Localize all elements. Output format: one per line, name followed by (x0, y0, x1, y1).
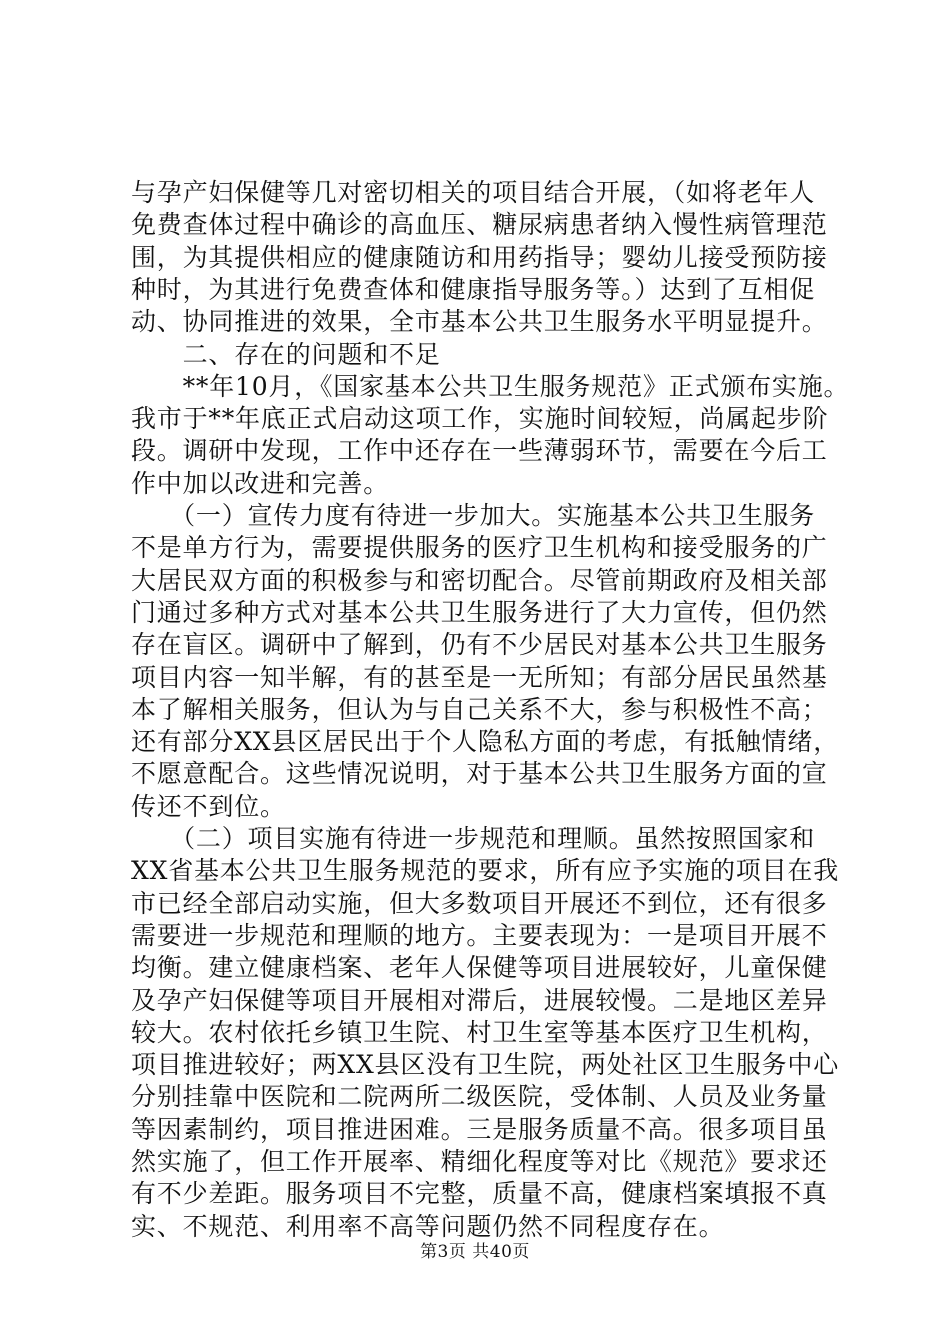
text-line: 有不少差距。服务项目不完整，质量不高，健康档案填报不真 (131, 1179, 828, 1209)
text-line: 围，为其提供相应的健康随访和用药指导；婴幼儿接受预防接 (131, 242, 828, 272)
text-line: 项目推进较好；两XX县区没有卫生院，两处社区卫生服务中心 (131, 1050, 839, 1080)
text-line: 然实施了，但工作开展率、精细化程度等对比《规范》要求还 (131, 1147, 828, 1176)
text-line: 免费查体过程中确诊的高血压、糖尿病患者纳入慢性病管理范 (131, 210, 828, 240)
text-line: **年10月，《国家基本公共卫生服务规范》正式颁布实施。 (131, 371, 850, 401)
text-line: 不愿意配合。这些情况说明，对于基本公共卫生服务方面的宣 (131, 759, 828, 789)
text-line: 市已经全部启动实施，但大多数项目开展还不到位，还有很多 (131, 888, 828, 918)
text-line: 分别挂靠中医院和二院两所二级医院，受体制、人员及业务量 (131, 1082, 828, 1112)
text-line: 较大。农村依托乡镇卫生院、村卫生室等基本医疗卫生机构， (131, 1017, 828, 1047)
page-footer: 第3页 共40页 (420, 1242, 530, 1262)
text-line: 及孕产妇保健等项目开展相对滞后，进展较慢。二是地区差异 (131, 985, 828, 1015)
text-line: 与孕产妇保健等几对密切相关的项目结合开展，（如将老年人 (131, 178, 816, 207)
text-line: （一）宣传力度有待进一步加大。实施基本公共卫生服务 (131, 501, 816, 530)
text-line: 传还不到位。 (131, 791, 286, 821)
text-line: 实、不规范、利用率不高等问题仍然不同程度存在。 (131, 1211, 725, 1241)
text-line: 动、协同推进的效果，全市基本公共卫生服务水平明显提升。 (131, 307, 828, 337)
text-line: 作中加以改进和完善。 (131, 468, 390, 498)
text-line: XX省基本公共卫生服务规范的要求，所有应予实施的项目在我 (131, 856, 839, 886)
text-line: （二）项目实施有待进一步规范和理顺。虽然按照国家和 (131, 824, 816, 853)
text-line: 二、存在的问题和不足 (131, 339, 441, 369)
text-line: 我市于**年底正式启动这项工作，实施时间较短，尚属起步阶 (131, 404, 829, 434)
text-line: 存在盲区。调研中了解到，仍有不少居民对基本公共卫生服务 (131, 630, 828, 660)
text-line: 需要进一步规范和理顺的地方。主要表现为：一是项目开展不 (131, 920, 828, 950)
text-line: 还有部分XX县区居民出于个人隐私方面的考虑，有抵触情绪， (131, 727, 839, 757)
text-line: 本了解相关服务，但认为与自己关系不大，参与积极性不高； (131, 694, 828, 724)
text-line: 门通过多种方式对基本公共卫生服务进行了大力宣传，但仍然 (131, 597, 828, 627)
text-line: 大居民双方面的积极参与和密切配合。尽管前期政府及相关部 (131, 565, 828, 595)
text-line: 项目内容一知半解，有的甚至是一无所知；有部分居民虽然基 (131, 662, 828, 692)
text-line: 段。调研中发现，工作中还存在一些薄弱环节，需要在今后工 (131, 436, 828, 466)
text-line: 种时，为其进行免费查体和健康指导服务等。）达到了互相促 (131, 274, 816, 304)
text-line: 等因素制约，项目推进困难。三是服务质量不高。很多项目虽 (131, 1114, 828, 1144)
text-line: 不是单方行为，需要提供服务的医疗卫生机构和接受服务的广 (131, 533, 828, 563)
text-line: 均衡。建立健康档案、老年人保健等项目进展较好，儿童保健 (131, 953, 828, 983)
